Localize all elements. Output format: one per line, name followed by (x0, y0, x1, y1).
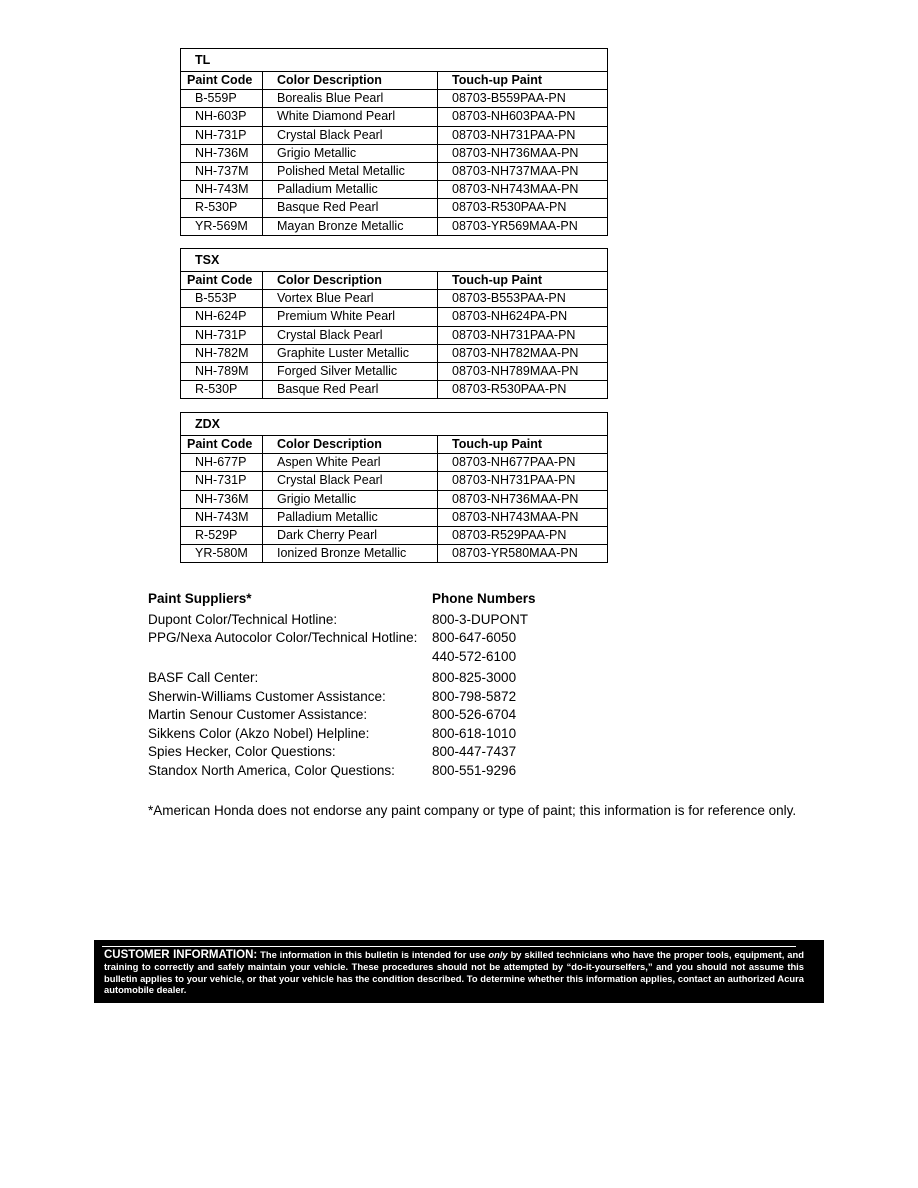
table-header-row (181, 72, 608, 90)
supplier-row (148, 629, 536, 648)
table-row (181, 454, 608, 472)
color-description-cell: Forged Silver Metallic (263, 362, 438, 380)
supplier-phone: 800-526-6704 (432, 707, 517, 722)
paint-code-cell: R-529P (181, 526, 263, 544)
paint-code-cell: YR-569M (181, 217, 263, 235)
table-row (181, 126, 608, 144)
paint-code-cell: NH-743M (181, 181, 263, 199)
touch-up-paint-cell: 08703-NH731PAA-PN (438, 126, 608, 144)
supplier-phone: 800-647-6050 (432, 630, 517, 645)
supplier-row (148, 669, 536, 688)
table-row (181, 181, 608, 199)
paint-code-cell: NH-624P (181, 308, 263, 326)
table-row (181, 344, 608, 362)
supplier-phone: 800-618-1010 (432, 725, 517, 741)
suppliers-header-name: Paint Suppliers* (148, 591, 252, 606)
supplier-name: PPG/Nexa Autocolor Color/Technical Hotline: (148, 630, 418, 645)
color-description-cell: Palladium Metallic (263, 181, 438, 199)
model-title: TSX (181, 249, 608, 272)
header-touch-up-paint: Touch-up Paint (438, 72, 608, 90)
header-touch-up-paint: Touch-up Paint (438, 436, 608, 454)
supplier-phone: 800-447-7437 (432, 744, 517, 759)
table-body (181, 290, 608, 399)
color-description-cell: Dark Cherry Pearl (263, 526, 438, 544)
table-row (181, 472, 608, 490)
supplier-phone: 800-551-9296 (432, 762, 517, 778)
touch-up-paint-cell: 08703-NH736MAA-PN (438, 490, 608, 508)
touch-up-paint-cell: 08703-YR569MAA-PN (438, 217, 608, 235)
touch-up-paint-cell: 08703-NH743MAA-PN (438, 181, 608, 199)
color-description-cell: Polished Metal Metallic (263, 162, 438, 180)
table-header-row (181, 272, 608, 290)
customer-info-emphasis: only (488, 949, 508, 960)
customer-information-label: CUSTOMER INFORMATION: (104, 949, 258, 961)
paint-code-cell: NH-782M (181, 344, 263, 362)
supplier-row (148, 725, 536, 744)
endorsement-disclaimer: *American Honda does not endorse any paint company or type of paint; this information is for reference only. (148, 803, 797, 818)
color-description-cell: Graphite Luster Metallic (263, 344, 438, 362)
table-body (181, 90, 608, 236)
suppliers-header-phone: Phone Numbers (432, 591, 536, 606)
paint-code-cell: NH-736M (181, 144, 263, 162)
zdx-paint-table (180, 412, 608, 563)
paint-code-cell: B-553P (181, 290, 263, 308)
touch-up-paint-cell: 08703-R530PAA-PN (438, 381, 608, 399)
supplier-row (148, 743, 536, 762)
table-row (181, 108, 608, 126)
suppliers-header (148, 590, 536, 609)
color-description-cell: White Diamond Pearl (263, 108, 438, 126)
paint-code-cell: R-530P (181, 381, 263, 399)
divider (102, 946, 796, 947)
customer-info-text-before: The information in this bulletin is intended for use (257, 949, 489, 960)
table-row (181, 508, 608, 526)
table-row (181, 144, 608, 162)
table-row (181, 545, 608, 563)
supplier-row (148, 611, 536, 630)
supplier-phone: 800-3-DUPONT (432, 611, 529, 627)
supplier-phone: 800-825-3000 (432, 670, 517, 685)
paint-code-cell: YR-580M (181, 545, 263, 563)
paint-code-cell: NH-736M (181, 490, 263, 508)
model-title: TL (181, 49, 608, 72)
touch-up-paint-cell: 08703-NH737MAA-PN (438, 162, 608, 180)
tl-paint-table (180, 48, 608, 236)
header-color-description: Color Description (263, 436, 438, 454)
touch-up-paint-cell: 08703-YR580MAA-PN (438, 545, 608, 563)
customer-information-text (104, 949, 804, 995)
paint-code-cell: NH-731P (181, 326, 263, 344)
supplier-name: Martin Senour Customer Assistance: (148, 707, 368, 722)
touch-up-paint-cell: 08703-NH731PAA-PN (438, 472, 608, 490)
paint-code-cell: B-559P (181, 90, 263, 108)
table-row (181, 162, 608, 180)
table-row (181, 381, 608, 399)
color-description-cell: Crystal Black Pearl (263, 126, 438, 144)
supplier-name: Sherwin-Williams Customer Assistance: (148, 688, 386, 704)
paint-code-cell: NH-731P (181, 472, 263, 490)
touch-up-paint-cell: 08703-NH789MAA-PN (438, 362, 608, 380)
color-description-cell: Mayan Bronze Metallic (263, 217, 438, 235)
touch-up-paint-cell: 08703-B553PAA-PN (438, 290, 608, 308)
customer-info-text-after: by skilled technicians who have the proper tools, equipment, and training to correctly and safely maintain your vehicle. These procedures should not be attempted by “do-it-yourselfers,” and you should not assume this bulletin applies to your vehicle, or that your vehicle has the condition described. To determine whether this information applies, contact an authorized Acura automobile dealer. (104, 949, 804, 995)
supplier-row (148, 706, 536, 725)
touch-up-paint-cell: 08703-NH736MAA-PN (438, 144, 608, 162)
model-title: ZDX (181, 413, 608, 436)
tsx-paint-table (180, 248, 608, 399)
supplier-name: BASF Call Center: (148, 670, 259, 685)
color-description-cell: Crystal Black Pearl (263, 472, 438, 490)
touch-up-paint-cell: 08703-NH624PA-PN (438, 308, 608, 326)
header-paint-code: Paint Code (181, 72, 263, 90)
color-description-cell: Basque Red Pearl (263, 199, 438, 217)
touch-up-paint-cell: 08703-NH731PAA-PN (438, 326, 608, 344)
supplier-row (148, 762, 536, 781)
supplier-rows (148, 611, 536, 781)
header-color-description: Color Description (263, 272, 438, 290)
paint-code-cell: R-530P (181, 199, 263, 217)
supplier-row (148, 648, 536, 667)
color-description-cell: Palladium Metallic (263, 508, 438, 526)
supplier-name: Dupont Color/Technical Hotline: (148, 611, 338, 627)
color-description-cell: Basque Red Pearl (263, 381, 438, 399)
table-row (181, 199, 608, 217)
supplier-row (148, 688, 536, 707)
supplier-phone: 440-572-6100 (432, 648, 517, 664)
color-description-cell: Vortex Blue Pearl (263, 290, 438, 308)
color-description-cell: Aspen White Pearl (263, 454, 438, 472)
supplier-phone: 800-798-5872 (432, 688, 517, 704)
touch-up-paint-cell: 08703-R529PAA-PN (438, 526, 608, 544)
color-description-cell: Borealis Blue Pearl (263, 90, 438, 108)
color-description-cell: Grigio Metallic (263, 490, 438, 508)
paint-code-cell: NH-789M (181, 362, 263, 380)
supplier-name: Sikkens Color (Akzo Nobel) Helpline: (148, 725, 370, 741)
paint-code-cell: NH-737M (181, 162, 263, 180)
touch-up-paint-cell: 08703-NH743MAA-PN (438, 508, 608, 526)
supplier-name (148, 648, 432, 667)
header-paint-code: Paint Code (181, 436, 263, 454)
paint-suppliers-list (148, 590, 536, 780)
touch-up-paint-cell: 08703-NH677PAA-PN (438, 454, 608, 472)
header-paint-code: Paint Code (181, 272, 263, 290)
supplier-name: Spies Hecker, Color Questions: (148, 744, 336, 759)
header-color-description: Color Description (263, 72, 438, 90)
touch-up-paint-cell: 08703-R530PAA-PN (438, 199, 608, 217)
supplier-name: Standox North America, Color Questions: (148, 762, 395, 778)
paint-code-cell: NH-603P (181, 108, 263, 126)
table-row (181, 490, 608, 508)
paint-code-cell: NH-731P (181, 126, 263, 144)
table-row (181, 308, 608, 326)
touch-up-paint-cell: 08703-B559PAA-PN (438, 90, 608, 108)
color-description-cell: Ionized Bronze Metallic (263, 545, 438, 563)
customer-information-box (94, 940, 824, 1003)
header-touch-up-paint: Touch-up Paint (438, 272, 608, 290)
table-body (181, 454, 608, 563)
table-row (181, 290, 608, 308)
color-description-cell: Premium White Pearl (263, 308, 438, 326)
touch-up-paint-cell: 08703-NH603PAA-PN (438, 108, 608, 126)
touch-up-paint-cell: 08703-NH782MAA-PN (438, 344, 608, 362)
table-row (181, 362, 608, 380)
paint-code-cell: NH-677P (181, 454, 263, 472)
table-header-row (181, 436, 608, 454)
table-row (181, 90, 608, 108)
table-row (181, 217, 608, 235)
color-description-cell: Grigio Metallic (263, 144, 438, 162)
table-row (181, 326, 608, 344)
color-description-cell: Crystal Black Pearl (263, 326, 438, 344)
table-row (181, 526, 608, 544)
paint-code-cell: NH-743M (181, 508, 263, 526)
